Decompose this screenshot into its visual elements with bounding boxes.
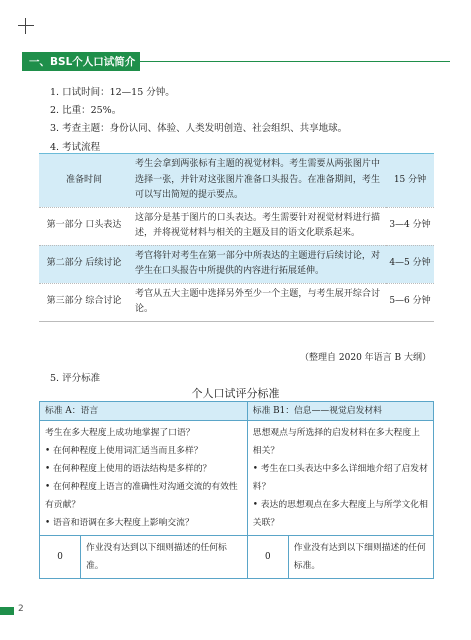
item-exam-process: 4. 考试流程: [50, 142, 101, 153]
table-row: [39, 245, 434, 283]
score-a: 0: [40, 536, 81, 579]
page-marker: [0, 607, 14, 615]
row-time: 4—5 分钟: [386, 245, 434, 283]
item-scoring-criteria: 5. 评分标准: [50, 373, 101, 384]
rubric-table: [39, 401, 434, 579]
rubric-questions-row: [40, 421, 434, 536]
criterion-a-line: • 在何种程度上使用的语法结构是多样的？: [45, 464, 212, 474]
exam-process-table: [39, 153, 434, 322]
rubric-score-row: [40, 536, 434, 579]
criterion-b1-line: 思想观点与所选择的启发材料在多大程度上相关？: [252, 428, 420, 456]
score-a-description: 作业没有达到以下细则描述的任何标准。: [81, 536, 248, 579]
criterion-a-header: 标准 A：语言: [40, 402, 248, 421]
criterion-a-line: • 语音和语调在多大程度上影响交流？: [45, 518, 194, 528]
section-header-rule: [140, 61, 450, 62]
criterion-b1-header: 标准 B1：信息——视觉启发材料: [247, 402, 433, 421]
criterion-a-line: 考生在多大程度上成功地掌握了口语？: [45, 428, 195, 438]
item-weight: 2. 比重：25%。: [50, 105, 122, 116]
row-label: 第三部分 综合讨论: [39, 283, 129, 321]
row-time: 3—4 分钟: [386, 207, 434, 245]
row-description: 考生会拿到两张标有主题的视觉材料。考生需要从两张图片中选择一张，并针对这张图片准备口头报告。在准备期间，考生可以写出简短的提示要点。: [129, 154, 386, 208]
criterion-a-line: • 在何种程度上使用词汇适当而且多样？: [45, 446, 203, 456]
row-label: 准备时间: [39, 154, 129, 208]
source-note: （整理自 2020 年语言 B 大纲）: [300, 353, 431, 363]
score-b-description: 作业没有达到以下细则描述的任何标准。: [288, 536, 433, 579]
row-description: 考官将针对考生在第一部分中所表达的主题进行后续讨论，对学生在口头报告中所提供的内容进行拓展延伸。: [129, 245, 386, 283]
section-title: 一、BSL个人口试简介: [29, 56, 136, 68]
section-header: [22, 52, 450, 71]
criterion-b1-questions: [247, 421, 433, 536]
row-description: 考官从五大主题中选择另外至少一个主题，与考生展开综合讨论。: [129, 283, 386, 321]
page-number: 2: [18, 604, 24, 614]
table-row: [39, 154, 434, 208]
criterion-a-questions: [40, 421, 248, 536]
row-time: 5—6 分钟: [386, 283, 434, 321]
crop-mark: [18, 18, 34, 34]
rubric-title: 个人口试评分标准: [191, 387, 280, 400]
criterion-b1-line: • 表达的思想观点在多大程度上与所学文化相关联？: [252, 500, 428, 528]
row-label: 第一部分 口头表达: [39, 207, 129, 245]
table-row: [39, 283, 434, 321]
item-exam-time: 1. 口试时间：12—15 分钟。: [50, 87, 175, 98]
rubric-header-row: [40, 402, 434, 421]
table-row: [39, 207, 434, 245]
criterion-b1-line: • 考生在口头表达中多么详细地介绍了启发材料？: [252, 464, 428, 492]
row-description: 这部分是基于图片的口头表达。考生需要针对视觉材料进行描述，并将视觉材料与相关的主题及目的语文化联系起来。: [129, 207, 386, 245]
criterion-a-line: • 在何种程度上语言的准确性对沟通交流的有效性有贡献？: [45, 482, 238, 510]
row-label: 第二部分 后续讨论: [39, 245, 129, 283]
row-time: 15 分钟: [386, 154, 434, 208]
item-themes: 3. 考查主题：身份认同、体验、人类发明创造、社会组织、共享地球。: [50, 123, 348, 134]
score-b: 0: [247, 536, 288, 579]
